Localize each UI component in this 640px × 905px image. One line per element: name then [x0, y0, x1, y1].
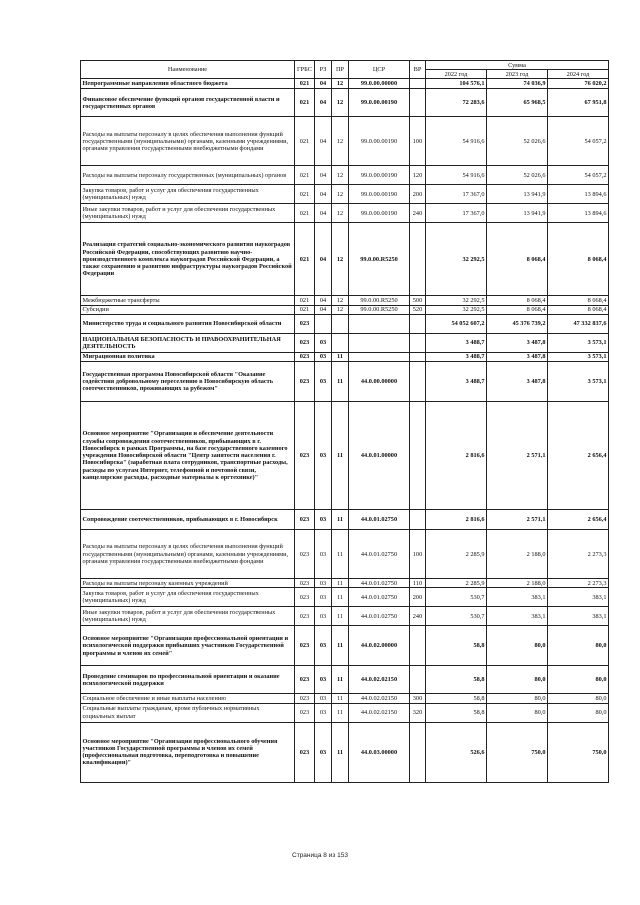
cell-rz: 04 — [315, 185, 332, 204]
header-rz: РЗ — [315, 61, 332, 79]
cell-name: Основное мероприятие "Организация профессиональной ориентации и психологической поддержки прибывших участников Государственной программы и членов их семей" — [81, 626, 295, 666]
cell-2022: 2 285,9 — [426, 579, 487, 588]
cell-name: Реализация стратегий социально-экономического развития наукоградов Российской Федерации, способствующих развитию научно-производственного комплекса наукоградов Российской Федерации, а также сохранению и развитию инфраструктуры наукоградов Российской Федерации — [81, 223, 295, 296]
cell-vr — [410, 362, 426, 402]
cell-csr — [349, 314, 410, 333]
cell-2023: 80,0 — [487, 666, 548, 694]
cell-2022: 2 816,6 — [426, 402, 487, 510]
cell-2022: 54 916,6 — [426, 117, 487, 166]
cell-grbs: 023 — [295, 626, 315, 666]
cell-name: Финансовое обеспечение функций органов государственной власти и государственных органов — [81, 89, 295, 117]
cell-name: Межбюджетные трансферты — [81, 296, 295, 305]
cell-vr: 240 — [410, 204, 426, 223]
cell-vr — [410, 89, 426, 117]
table-row — [81, 333, 609, 352]
cell-name: Государственная программа Новосибирской области "Оказание содействия добровольному переселению в Новосибирскую область соотечественников, проживающих за рубежом" — [81, 362, 295, 402]
cell-vr — [410, 223, 426, 296]
cell-2023: 65 968,5 — [487, 89, 548, 117]
cell-name: Сопровождение соотечественников, прибывающих в г. Новосибирск — [81, 510, 295, 530]
cell-2024: 13 894,6 — [548, 204, 609, 223]
cell-2022: 2 816,6 — [426, 510, 487, 530]
cell-pr: 11 — [332, 626, 349, 666]
cell-vr: 120 — [410, 166, 426, 185]
cell-2023: 45 376 739,2 — [487, 314, 548, 333]
cell-rz: 04 — [315, 296, 332, 305]
table-row — [81, 703, 609, 722]
cell-2022: 58,8 — [426, 694, 487, 703]
cell-grbs: 021 — [295, 185, 315, 204]
cell-vr: 100 — [410, 117, 426, 166]
cell-2023: 52 026,6 — [487, 166, 548, 185]
cell-2023: 2 571,1 — [487, 510, 548, 530]
table-row — [81, 402, 609, 510]
table-row — [81, 296, 609, 305]
cell-2023: 52 026,6 — [487, 117, 548, 166]
table-row — [81, 694, 609, 703]
cell-csr: 44.0.01.02750 — [349, 530, 410, 579]
table-row — [81, 607, 609, 626]
cell-pr: 12 — [332, 204, 349, 223]
cell-name: Закупка товаров, работ и услуг для обеспечения государственных (муниципальных) нужд — [81, 185, 295, 204]
cell-grbs: 023 — [295, 333, 315, 352]
cell-pr: 12 — [332, 185, 349, 204]
cell-pr: 11 — [332, 510, 349, 530]
table-row — [81, 362, 609, 402]
cell-2024: 8 068,4 — [548, 296, 609, 305]
cell-2022: 3 488,7 — [426, 352, 487, 361]
cell-2023: 2 188,0 — [487, 579, 548, 588]
cell-vr — [410, 314, 426, 333]
cell-2023: 8 068,4 — [487, 296, 548, 305]
cell-rz: 03 — [315, 722, 332, 782]
cell-name: Расходы на выплаты персоналу государственных (муниципальных) органов — [81, 166, 295, 185]
cell-2024: 80,0 — [548, 703, 609, 722]
cell-2023: 2 571,1 — [487, 402, 548, 510]
cell-name: Закупка товаров, работ и услуг для обеспечения государственных (муниципальных) нужд — [81, 588, 295, 607]
cell-csr: 44.0.03.00000 — [349, 722, 410, 782]
cell-2023: 3 487,8 — [487, 352, 548, 361]
table-body — [81, 79, 609, 782]
cell-pr: 11 — [332, 694, 349, 703]
cell-2023: 74 036,9 — [487, 79, 548, 89]
cell-2023: 3 487,8 — [487, 333, 548, 352]
cell-rz: 04 — [315, 89, 332, 117]
cell-name: Проведение семинаров по профессиональной ориентации и оказание психологической поддержки — [81, 666, 295, 694]
cell-csr: 44.0.01.02750 — [349, 588, 410, 607]
cell-2022: 2 285,9 — [426, 530, 487, 579]
cell-csr: 99.0.00.00190 — [349, 117, 410, 166]
cell-csr: 99.0.00.R5250 — [349, 223, 410, 296]
cell-grbs: 023 — [295, 694, 315, 703]
table-row — [81, 185, 609, 204]
cell-name: Основное мероприятие "Организация профессионального обучения участников Государственной программы и членов их семей (профессиональная подготовка, переподготовка и повышение квалификации)" — [81, 722, 295, 782]
cell-vr — [410, 352, 426, 361]
cell-vr: 520 — [410, 305, 426, 314]
cell-vr: 200 — [410, 588, 426, 607]
header-pr: ПР — [332, 61, 349, 79]
cell-vr: 240 — [410, 607, 426, 626]
header-year-2022: 2022 год — [426, 70, 487, 79]
cell-2023: 383,1 — [487, 588, 548, 607]
cell-2023: 383,1 — [487, 607, 548, 626]
cell-2024: 80,0 — [548, 694, 609, 703]
table-row — [81, 588, 609, 607]
cell-rz: 03 — [315, 703, 332, 722]
cell-rz: 03 — [315, 579, 332, 588]
cell-vr: 320 — [410, 703, 426, 722]
cell-csr: 99.0.00.00000 — [349, 79, 410, 89]
cell-2023: 8 068,4 — [487, 305, 548, 314]
cell-vr — [410, 333, 426, 352]
cell-2022: 526,6 — [426, 722, 487, 782]
header-vr: ВР — [410, 61, 426, 79]
cell-pr: 12 — [332, 305, 349, 314]
cell-2022: 3 488,7 — [426, 333, 487, 352]
cell-rz: 04 — [315, 117, 332, 166]
cell-2022: 54 052 607,2 — [426, 314, 487, 333]
cell-pr: 12 — [332, 79, 349, 89]
cell-2024: 2 656,4 — [548, 402, 609, 510]
cell-grbs: 021 — [295, 296, 315, 305]
cell-2024: 76 020,2 — [548, 79, 609, 89]
cell-2024: 2 656,4 — [548, 510, 609, 530]
header-year-2024: 2024 год — [548, 70, 609, 79]
cell-2024: 8 068,4 — [548, 223, 609, 296]
cell-pr — [332, 333, 349, 352]
cell-2024: 2 273,3 — [548, 530, 609, 579]
cell-csr: 44.0.01.02750 — [349, 579, 410, 588]
cell-vr — [410, 626, 426, 666]
cell-rz: 03 — [315, 626, 332, 666]
table-row — [81, 352, 609, 361]
table-row — [81, 510, 609, 530]
cell-pr: 11 — [332, 703, 349, 722]
cell-2024: 13 894,6 — [548, 185, 609, 204]
cell-csr — [349, 352, 410, 361]
cell-vr: 100 — [410, 530, 426, 579]
cell-2023: 80,0 — [487, 694, 548, 703]
cell-rz: 04 — [315, 305, 332, 314]
cell-name: Основное мероприятие "Организация и обеспечение деятельности службы сопровождения соотечественников, прибывающих в г. Новосибирск в рамках Программы, на базе государственного казенного учреждения Новосибирской области "Центр занятости населения г. Новосибирска" (заработная плата сотрудников, транспортные расходы, расходы по услугам Интернет, телефонной и почтовой связи, канцелярские расходы, расходные материалы к оргтехнике)" — [81, 402, 295, 510]
cell-name: Социальные выплаты гражданам, кроме публичных нормативных социальных выплат — [81, 703, 295, 722]
cell-rz: 04 — [315, 166, 332, 185]
cell-grbs: 023 — [295, 314, 315, 333]
cell-rz: 03 — [315, 666, 332, 694]
cell-2023: 750,0 — [487, 722, 548, 782]
cell-2022: 32 292,5 — [426, 296, 487, 305]
table-row — [81, 79, 609, 89]
cell-grbs: 021 — [295, 223, 315, 296]
cell-vr: 500 — [410, 296, 426, 305]
cell-rz: 04 — [315, 223, 332, 296]
cell-grbs: 021 — [295, 305, 315, 314]
cell-2022: 530,7 — [426, 588, 487, 607]
cell-pr: 11 — [332, 579, 349, 588]
cell-vr — [410, 79, 426, 89]
cell-vr — [410, 722, 426, 782]
cell-2024: 80,0 — [548, 666, 609, 694]
table-row — [81, 722, 609, 782]
cell-pr: 11 — [332, 722, 349, 782]
cell-csr: 44.0.01.02750 — [349, 510, 410, 530]
cell-pr: 12 — [332, 89, 349, 117]
cell-name: Расходы на выплаты персоналу в целях обеспечения выполнения функций государственными (муниципальными) органами, казенными учреждениями, органами управления государственными внебюджетными фондами — [81, 117, 295, 166]
cell-pr: 11 — [332, 607, 349, 626]
table-row — [81, 314, 609, 333]
cell-rz: 03 — [315, 694, 332, 703]
cell-csr: 44.0.02.00000 — [349, 626, 410, 666]
cell-grbs: 023 — [295, 352, 315, 361]
cell-csr: 44.0.02.02150 — [349, 703, 410, 722]
cell-rz: 03 — [315, 510, 332, 530]
cell-2024: 383,1 — [548, 607, 609, 626]
cell-pr: 12 — [332, 223, 349, 296]
cell-2024: 750,0 — [548, 722, 609, 782]
cell-pr: 12 — [332, 296, 349, 305]
cell-csr — [349, 333, 410, 352]
cell-2024: 3 573,1 — [548, 333, 609, 352]
cell-vr — [410, 666, 426, 694]
cell-vr: 110 — [410, 579, 426, 588]
cell-name: Миграционная политика — [81, 352, 295, 361]
header-sum: Сумма — [426, 61, 609, 70]
cell-pr: 11 — [332, 588, 349, 607]
cell-pr: 11 — [332, 402, 349, 510]
table-row — [81, 530, 609, 579]
cell-2024: 2 273,3 — [548, 579, 609, 588]
cell-csr: 99.0.00.00190 — [349, 166, 410, 185]
cell-2023: 13 941,9 — [487, 204, 548, 223]
table-header — [81, 61, 609, 79]
cell-pr: 11 — [332, 362, 349, 402]
cell-2024: 3 573,1 — [548, 362, 609, 402]
cell-grbs: 023 — [295, 588, 315, 607]
cell-grbs: 023 — [295, 579, 315, 588]
cell-rz: 03 — [315, 362, 332, 402]
cell-grbs: 023 — [295, 510, 315, 530]
cell-2023: 13 941,9 — [487, 185, 548, 204]
cell-2022: 17 367,0 — [426, 185, 487, 204]
table-row — [81, 579, 609, 588]
table-row — [81, 305, 609, 314]
cell-pr — [332, 314, 349, 333]
cell-rz: 03 — [315, 530, 332, 579]
cell-2022: 530,7 — [426, 607, 487, 626]
table-row — [81, 626, 609, 666]
cell-name: Расходы на выплаты персоналу казенных учреждений — [81, 579, 295, 588]
cell-2024: 3 573,1 — [548, 352, 609, 361]
cell-rz: 03 — [315, 333, 332, 352]
budget-table — [80, 60, 609, 783]
cell-csr: 44.0.00.00000 — [349, 362, 410, 402]
cell-grbs: 021 — [295, 79, 315, 89]
cell-vr: 200 — [410, 185, 426, 204]
cell-grbs: 023 — [295, 666, 315, 694]
cell-grbs: 021 — [295, 117, 315, 166]
cell-pr: 11 — [332, 352, 349, 361]
cell-2023: 3 487,8 — [487, 362, 548, 402]
cell-csr: 99.0.00.00190 — [349, 204, 410, 223]
cell-csr: 44.0.02.02150 — [349, 694, 410, 703]
cell-2023: 2 188,0 — [487, 530, 548, 579]
cell-grbs: 021 — [295, 166, 315, 185]
cell-rz: 04 — [315, 79, 332, 89]
header-name: Наименование — [81, 61, 295, 79]
cell-vr — [410, 510, 426, 530]
cell-2024: 54 057,2 — [548, 166, 609, 185]
cell-rz: 03 — [315, 588, 332, 607]
cell-grbs: 023 — [295, 530, 315, 579]
header-grbs: ГРБС — [295, 61, 315, 79]
cell-name: Иные закупки товаров, работ и услуг для обеспечения государственных (муниципальных) нужд — [81, 204, 295, 223]
cell-2024: 47 332 837,6 — [548, 314, 609, 333]
cell-grbs: 021 — [295, 204, 315, 223]
cell-2024: 54 057,2 — [548, 117, 609, 166]
cell-name: НАЦИОНАЛЬНАЯ БЕЗОПАСНОСТЬ И ПРАВООХРАНИТЕЛЬНАЯ ДЕЯТЕЛЬНОСТЬ — [81, 333, 295, 352]
cell-2023: 8 068,4 — [487, 223, 548, 296]
cell-pr: 11 — [332, 666, 349, 694]
cell-name: Министерство труда и социального развития Новосибирской области — [81, 314, 295, 333]
table-row — [81, 223, 609, 296]
cell-2024: 8 068,4 — [548, 305, 609, 314]
cell-name: Непрограммные направления областного бюджета — [81, 79, 295, 89]
cell-csr: 44.0.02.02150 — [349, 666, 410, 694]
cell-2022: 58,8 — [426, 666, 487, 694]
cell-2022: 72 283,6 — [426, 89, 487, 117]
cell-rz: 03 — [315, 402, 332, 510]
header-year-2023: 2023 год — [487, 70, 548, 79]
cell-grbs: 023 — [295, 402, 315, 510]
table-row — [81, 117, 609, 166]
cell-pr: 11 — [332, 530, 349, 579]
header-csr: ЦСР — [349, 61, 410, 79]
cell-2022: 54 916,6 — [426, 166, 487, 185]
cell-2022: 17 367,0 — [426, 204, 487, 223]
cell-csr: 44.0.01.02750 — [349, 607, 410, 626]
cell-2022: 104 576,1 — [426, 79, 487, 89]
cell-rz: 04 — [315, 204, 332, 223]
cell-2024: 80,0 — [548, 626, 609, 666]
table-row — [81, 666, 609, 694]
cell-vr: 300 — [410, 694, 426, 703]
cell-name: Иные закупки товаров, работ и услуг для обеспечения государственных (муниципальных) нужд — [81, 607, 295, 626]
cell-csr: 99.0.00.00190 — [349, 89, 410, 117]
table-row — [81, 89, 609, 117]
cell-csr: 44.0.01.00000 — [349, 402, 410, 510]
cell-pr: 12 — [332, 166, 349, 185]
cell-pr: 12 — [332, 117, 349, 166]
budget-document — [80, 60, 608, 783]
cell-name: Субсидии — [81, 305, 295, 314]
cell-2023: 80,0 — [487, 703, 548, 722]
cell-name: Расходы на выплаты персоналу в целях обеспечения выполнения функций государственными (муниципальными) органами, казенными учреждениями, органами управления государственными внебюджетными фондами — [81, 530, 295, 579]
cell-2023: 80,0 — [487, 626, 548, 666]
cell-rz: 03 — [315, 607, 332, 626]
cell-2022: 58,8 — [426, 626, 487, 666]
cell-2024: 67 951,8 — [548, 89, 609, 117]
cell-2022: 3 488,7 — [426, 362, 487, 402]
cell-grbs: 023 — [295, 722, 315, 782]
cell-csr: 99.0.00.R5250 — [349, 305, 410, 314]
cell-csr: 99.0.00.00190 — [349, 185, 410, 204]
cell-csr: 99.0.00.R5250 — [349, 296, 410, 305]
table-row — [81, 166, 609, 185]
cell-2022: 32 292,5 — [426, 305, 487, 314]
table-row — [81, 204, 609, 223]
page-footer — [0, 852, 640, 859]
cell-vr — [410, 402, 426, 510]
cell-2022: 32 292,5 — [426, 223, 487, 296]
page-number: Страница 8 из 153 — [292, 852, 348, 859]
cell-rz — [315, 314, 332, 333]
cell-2024: 383,1 — [548, 588, 609, 607]
cell-grbs: 023 — [295, 703, 315, 722]
cell-grbs: 021 — [295, 89, 315, 117]
cell-grbs: 023 — [295, 362, 315, 402]
cell-name: Социальное обеспечение и иные выплаты населению — [81, 694, 295, 703]
cell-2022: 58,8 — [426, 703, 487, 722]
cell-rz: 03 — [315, 352, 332, 361]
cell-grbs: 023 — [295, 607, 315, 626]
